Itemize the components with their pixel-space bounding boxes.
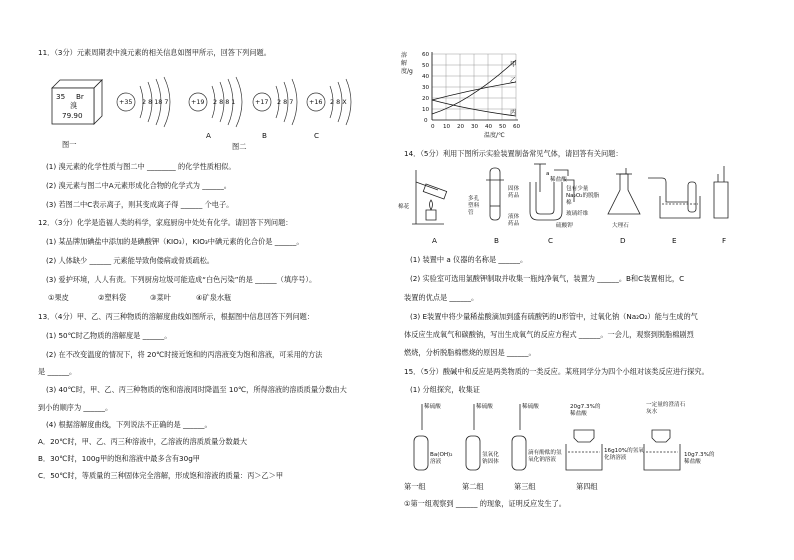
ytick-0: 0: [424, 118, 428, 124]
q14-stem: 14．（5分）利用下图所示实验装置制备常见气体，请回答有关问题：: [404, 149, 623, 158]
label-bing: 丙: [510, 108, 517, 116]
q14-sub-2: (2) 实验室可选用氯酸钾制取并收集一瓶纯净氧气，装置为 ______。B和C装置相比，C: [410, 274, 685, 283]
xtick-0: 0: [431, 124, 435, 130]
atom-1-nucleus: +35: [119, 98, 133, 106]
atom-2-shells: 2 8 8 1: [213, 98, 236, 106]
xtick-60: 60: [513, 124, 521, 130]
g3-content: 滴有酚酞的氢氧化钠溶液: [528, 450, 562, 463]
label-jia: 甲: [510, 60, 517, 68]
xtick-40: 40: [485, 124, 493, 130]
q14-sub-3: (3) E装置中将少量稀盐酸滴加到盛有硫酸钙的U形管中，过氧化钠（Na₂O₂）能与生成的气: [410, 312, 698, 321]
part-na2o2: 包有少量Na₂O₂的脱脂棉: [566, 186, 600, 206]
g1-tag: 稀硫酸: [424, 404, 441, 410]
xtick-10: 10: [443, 124, 451, 130]
curve-xlabel: 温度/℃: [484, 132, 505, 139]
xtick-50: 50: [499, 124, 507, 130]
atom-3-label: B: [262, 131, 267, 140]
q11-stem: 11．（3分）元素周期表中溴元素的相关信息如图甲所示，回答下列问题。: [38, 48, 271, 57]
atom-4-label: C: [314, 131, 320, 140]
ytick-50: 50: [422, 63, 430, 69]
q13-choice-a: A．20℃时，甲、乙、丙三种溶液中，乙溶液的溶质质量分数最大: [38, 437, 248, 446]
ytick-60: 60: [422, 52, 430, 58]
part-cotton: 棉花: [398, 204, 410, 210]
q13-sub-3b: 到小的顺序为 ______。: [38, 403, 113, 412]
app-label-d: D: [620, 236, 626, 245]
xtick-30: 30: [471, 124, 479, 130]
g4-top: 20g7.3%的稀盐酸: [570, 404, 601, 417]
q11-sub-1: (1) 溴元素的化学性质与图二中 ________ 的化学性质相似。: [46, 162, 236, 171]
periodic-cell: [52, 86, 96, 122]
q14-sub-1: (1) 装置中 a 仪器的名称是 ______。: [410, 255, 528, 264]
group-name-1: 第一组: [404, 482, 426, 491]
atom-4-shells: 2 8 X: [330, 98, 347, 106]
q12-option-2: ②塑料袋: [98, 293, 127, 302]
q12-sub-3: (3) 爱护环境，人人有责。下列厨房垃圾可能造成“白色污染”的是 ______（填序号）。: [46, 275, 317, 284]
app-label-e: E: [672, 236, 677, 245]
app-label-b: B: [494, 236, 499, 245]
part-glass: 玻璃纤维: [566, 211, 589, 217]
part-hcl: 稀盐酸: [550, 177, 567, 183]
app-label-f: F: [722, 236, 727, 245]
q12-stem: 12．（3分）化学是造福人类的科学，家庭厨房中处处有化学。请回答下列问题：: [38, 218, 293, 227]
curve-ylabel: 溶解度/g: [401, 52, 413, 75]
q14-sub-3c: 燃烧，分析脱脂棉燃烧的原因是 ______。: [404, 348, 536, 357]
g5-top: 一定量的澄清石灰水: [646, 402, 686, 415]
group-name-4: 第四组: [576, 482, 598, 491]
q13-choice-c: C．50℃时，等质量的三种固体完全溶解，形成饱和溶液的质量：丙＞乙＞甲: [38, 471, 284, 480]
part-solid: 固体药品: [508, 186, 520, 199]
q13-sub-2b: 是 ______。: [38, 367, 77, 376]
atomic-number: 35: [56, 92, 66, 101]
q12-option-1: ①果皮: [48, 293, 69, 302]
atom-4-nucleus: +16: [309, 98, 323, 106]
q15-stem: 15．（5分）酸碱中和反应是两类物质的一类反应。某班同学分为四个小组对该类反应进行探究。: [404, 367, 709, 376]
part-porous: 多孔塑料管: [468, 196, 480, 216]
part-marble: 大理石: [612, 223, 629, 229]
g3-tag: 稀硫酸: [522, 404, 539, 410]
group-name-2: 第二组: [462, 482, 484, 491]
label-yi: 乙: [510, 76, 517, 84]
ytick-20: 20: [422, 96, 430, 102]
element-symbol: Br: [76, 92, 84, 101]
group-name-3: 第三组: [514, 482, 536, 491]
atom-3-nucleus: +17: [255, 98, 269, 106]
q13-sub-3: (3) 40℃时，甲、乙、丙三种物质的饱和溶液同时降温至 10℃，所得溶液的溶质质量分数由大: [46, 385, 347, 394]
q13-sub-1: (1) 50℃时乙物质的溶解度是 ______。: [46, 331, 172, 340]
q14-sub-2b: 装置的优点是 ______。: [404, 293, 479, 302]
fig2-label: 图二: [232, 142, 247, 151]
atom-2-nucleus: +19: [191, 98, 205, 106]
q12-option-4: ④矿泉水瓶: [196, 293, 232, 302]
atom-3-shells: 2 8 7: [277, 98, 294, 106]
part-hydro: 硫酸钾: [556, 223, 573, 229]
q13-choice-b: B．30℃时，100g甲的饱和溶液中最多含有30g甲: [38, 454, 200, 463]
q13-sub-4: (4) 根据溶解度曲线，下列说法不正确的是 ______。: [46, 420, 212, 429]
q15-final: ①第一组观察到 ______ 的现象，证明反应发生了。: [404, 499, 566, 508]
q15-sub-1: (1) 分组探究，收集证: [410, 385, 480, 394]
q12-sub-2: (2) 人体缺少 ______ 元素能导致佝偻病或骨质疏松。: [46, 256, 214, 265]
app-label-a: A: [432, 236, 437, 245]
app-label-c: C: [548, 236, 554, 245]
fig1-label: 图一: [62, 140, 77, 149]
xtick-20: 20: [457, 124, 465, 130]
q11-sub-3: (3) 若图二中C表示离子，则其变成离子得 ______ 个电子。: [46, 200, 234, 209]
g1-content: Ba(OH)₂溶液: [430, 452, 453, 465]
q12-sub-1: (1) 某品牌加碘盐中添加的是碘酸钾（KIO₃），KIO₃中碘元素的化合价是 ______。: [46, 237, 304, 246]
element-name: 溴: [70, 101, 78, 110]
g4-bottom: 16g10%的氢氧化钠溶液: [604, 448, 644, 461]
atomic-mass: 79.90: [62, 111, 83, 120]
q11-sub-2: (2) 溴元素与图二中A元素形成化合物的化学式为 ______。: [46, 181, 231, 190]
ytick-40: 40: [422, 74, 430, 80]
g2-content: 氢氧化钠固体: [482, 452, 499, 465]
q13-sub-2: (2) 在不改变温度的情况下，将 20℃时接近饱和的丙溶液变为饱和溶液，可采用的方法: [46, 350, 323, 359]
q14-sub-3b: 体反应生成氧气和碳酸钠，写出生成氧气的反应方程式 ______。一会儿，观察到脱脂棉剧烈: [404, 330, 694, 339]
part-a: a: [546, 171, 550, 177]
atom-2-label: A: [206, 131, 211, 140]
ytick-30: 30: [422, 85, 430, 91]
g2-tag: 稀硫酸: [476, 404, 493, 410]
atom-1-shells: 2 8 18 7: [142, 98, 169, 106]
ytick-10: 10: [422, 107, 430, 113]
q13-stem: 13．（4分）甲、乙、丙三种物质的溶解度曲线如图所示，根据图中信息回答下列问题：: [38, 312, 315, 321]
g5-bottom: 10g7.3%的稀盐酸: [684, 452, 715, 465]
part-liquid: 液体药品: [508, 214, 520, 227]
q12-option-3: ③菜叶: [150, 293, 171, 302]
